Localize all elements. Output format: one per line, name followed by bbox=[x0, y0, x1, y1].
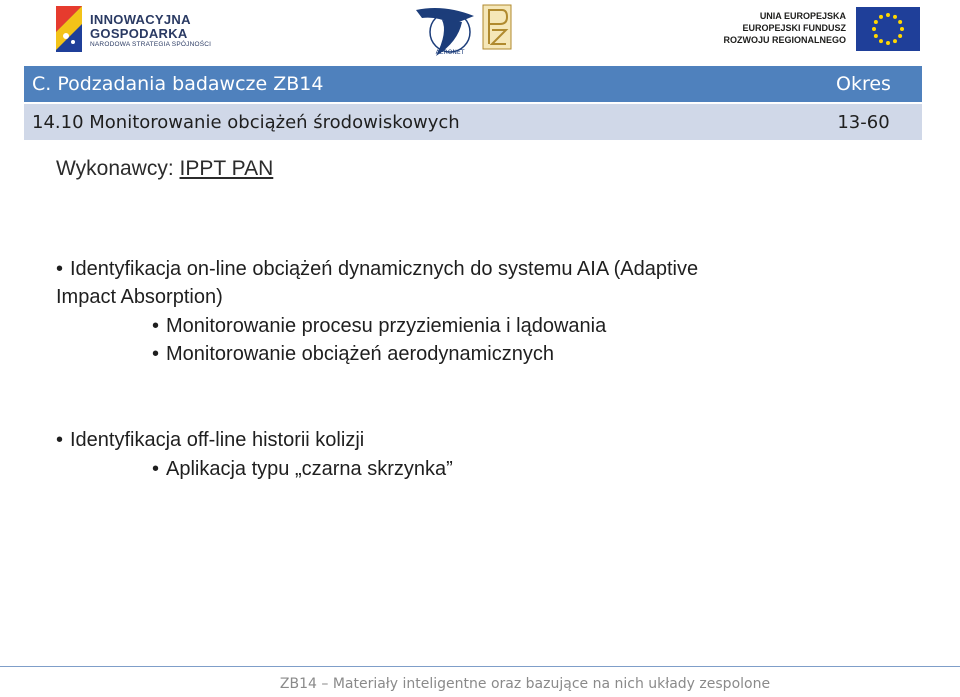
eu-star-icon bbox=[872, 27, 876, 31]
ig-line3: NARODOWA STRATEGIA SPÓJNOŚCI bbox=[90, 41, 212, 48]
eu-star-icon bbox=[900, 27, 904, 31]
list-item: • Identyfikacja on-line obciążeń dynamicznych do systemu AIA (Adaptive bbox=[56, 255, 698, 283]
ig-line1: INNOWACYJNA bbox=[90, 12, 191, 27]
eu-star-icon bbox=[886, 41, 890, 45]
aeronet-text: AERONET bbox=[435, 49, 465, 56]
eu-star-icon bbox=[886, 13, 890, 17]
ue-line2: EUROPEJSKI FUNDUSZ bbox=[742, 23, 846, 33]
subtask-table bbox=[24, 66, 922, 140]
eu-star-icon bbox=[879, 15, 883, 19]
footer-divider bbox=[0, 666, 960, 667]
bullet-icon: • bbox=[152, 458, 160, 480]
aeronet-logo bbox=[414, 2, 476, 58]
list-item: • Aplikacja typu „czarna skrzynka” bbox=[152, 455, 453, 483]
contractors-link[interactable]: IPPT PAN bbox=[179, 157, 274, 180]
bullet-icon: • bbox=[56, 258, 64, 280]
eu-star-icon bbox=[879, 39, 883, 43]
contractors-label: Wykonawcy: bbox=[56, 157, 180, 180]
footer-text: ZB14 – Materiały inteligentne oraz bazujące na nich układy zespolone bbox=[279, 676, 771, 692]
footer bbox=[0, 676, 960, 692]
bullet-icon: • bbox=[152, 343, 160, 365]
ue-line3: ROZWOJU REGIONALNEGO bbox=[723, 35, 846, 45]
list-item-continuation: Impact Absorption) bbox=[56, 286, 223, 308]
contractors-line bbox=[56, 157, 273, 181]
list-item: • Monitorowanie procesu przyziemienia i lądowania bbox=[152, 312, 606, 340]
table-row bbox=[24, 104, 922, 140]
table-row-title: 14.10 Monitorowanie obciążeń środowiskowych bbox=[32, 111, 460, 133]
table-row-period: 13-60 bbox=[837, 111, 890, 133]
eu-flag-icon bbox=[856, 7, 920, 51]
table-header-title: C. Podzadania badawcze ZB14 bbox=[32, 73, 324, 95]
bullet-icon: • bbox=[56, 429, 64, 451]
eu-star-icon bbox=[893, 39, 897, 43]
eu-star-icon bbox=[898, 20, 902, 24]
list-item: • Identyfikacja off-line historii kolizji bbox=[56, 426, 364, 454]
table-header-row bbox=[24, 66, 922, 102]
eu-logo bbox=[723, 6, 922, 54]
logo-header bbox=[0, 0, 960, 60]
table-header-period: Okres bbox=[836, 73, 891, 95]
eu-star-icon bbox=[898, 34, 902, 38]
eu-star-icon bbox=[893, 15, 897, 19]
list-item: • Monitorowanie obciążeń aerodynamicznych bbox=[152, 340, 554, 368]
eu-star-icon bbox=[874, 20, 878, 24]
ig-line2: GOSPODARKA bbox=[90, 26, 188, 41]
eu-star-icon bbox=[874, 34, 878, 38]
ig-flag-icon bbox=[56, 6, 82, 52]
pz-monogram-logo bbox=[482, 4, 512, 50]
bullet-icon: • bbox=[152, 315, 160, 337]
innowacyjna-gospodarka-logo bbox=[56, 6, 212, 54]
ue-line1: UNIA EUROPEJSKA bbox=[759, 11, 846, 21]
